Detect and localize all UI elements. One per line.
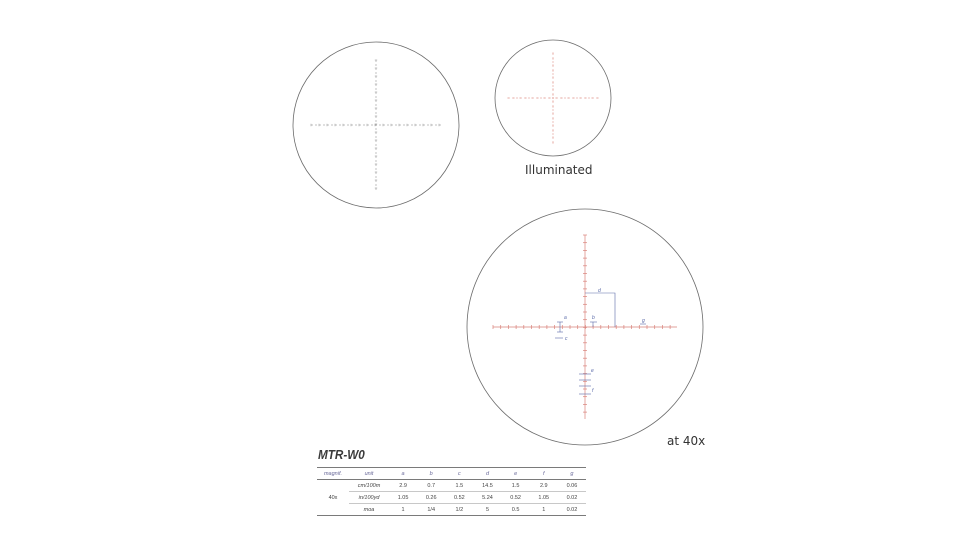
value-cell: 0.52 [445, 492, 473, 504]
header-a: a [389, 468, 417, 480]
spec-row-moa [317, 504, 586, 516]
header-unit: unit [349, 468, 389, 480]
magnification-caption: at 40x [667, 434, 706, 448]
value-cell: 1.5 [445, 480, 473, 492]
value-cell: 14.5 [473, 480, 501, 492]
header-b: b [417, 468, 445, 480]
label-f: f [592, 388, 594, 394]
value-cell: 1 [389, 504, 417, 516]
value-cell: 0.02 [558, 504, 586, 516]
label-e: e [591, 368, 594, 374]
value-cell: 0.06 [558, 480, 586, 492]
label-b: b [592, 315, 595, 321]
header-c: c [445, 468, 473, 480]
spec-header-row [317, 468, 586, 480]
value-cell: 0.7 [417, 480, 445, 492]
value-cell: 1.05 [530, 492, 558, 504]
reticle-plain [293, 42, 459, 208]
value-cell: 5.24 [473, 492, 501, 504]
model-title: MTR-W0 [318, 447, 365, 462]
value-cell: 1 [530, 504, 558, 516]
magnif-cell: 40x [317, 480, 349, 516]
value-cell: 2.9 [389, 480, 417, 492]
value-cell: 1.5 [502, 480, 530, 492]
unit-cell: in/100yd [349, 492, 389, 504]
value-cell: 0.52 [502, 492, 530, 504]
label-a: a [564, 315, 567, 321]
header-magnif: magnif. [317, 468, 349, 480]
header-d: d [473, 468, 501, 480]
header-g: g [558, 468, 586, 480]
reticle-illuminated [495, 40, 611, 156]
header-f: f [530, 468, 558, 480]
illuminated-caption: Illuminated [525, 163, 593, 177]
value-cell: 0.02 [558, 492, 586, 504]
spec-row-cm [317, 480, 586, 492]
spec-row-in [317, 492, 586, 504]
reticle-detailed [467, 209, 703, 445]
header-e: e [502, 468, 530, 480]
unit-cell: moa [349, 504, 389, 516]
value-cell: 1/4 [417, 504, 445, 516]
value-cell: 1.05 [389, 492, 417, 504]
unit-cell: cm/100m [349, 480, 389, 492]
value-cell: 0.5 [502, 504, 530, 516]
label-g: g [642, 318, 645, 324]
label-d: d [598, 288, 601, 294]
label-c: c [565, 336, 568, 342]
spec-table [317, 467, 586, 516]
value-cell: 0.26 [417, 492, 445, 504]
value-cell: 5 [473, 504, 501, 516]
value-cell: 1/2 [445, 504, 473, 516]
value-cell: 2.9 [530, 480, 558, 492]
